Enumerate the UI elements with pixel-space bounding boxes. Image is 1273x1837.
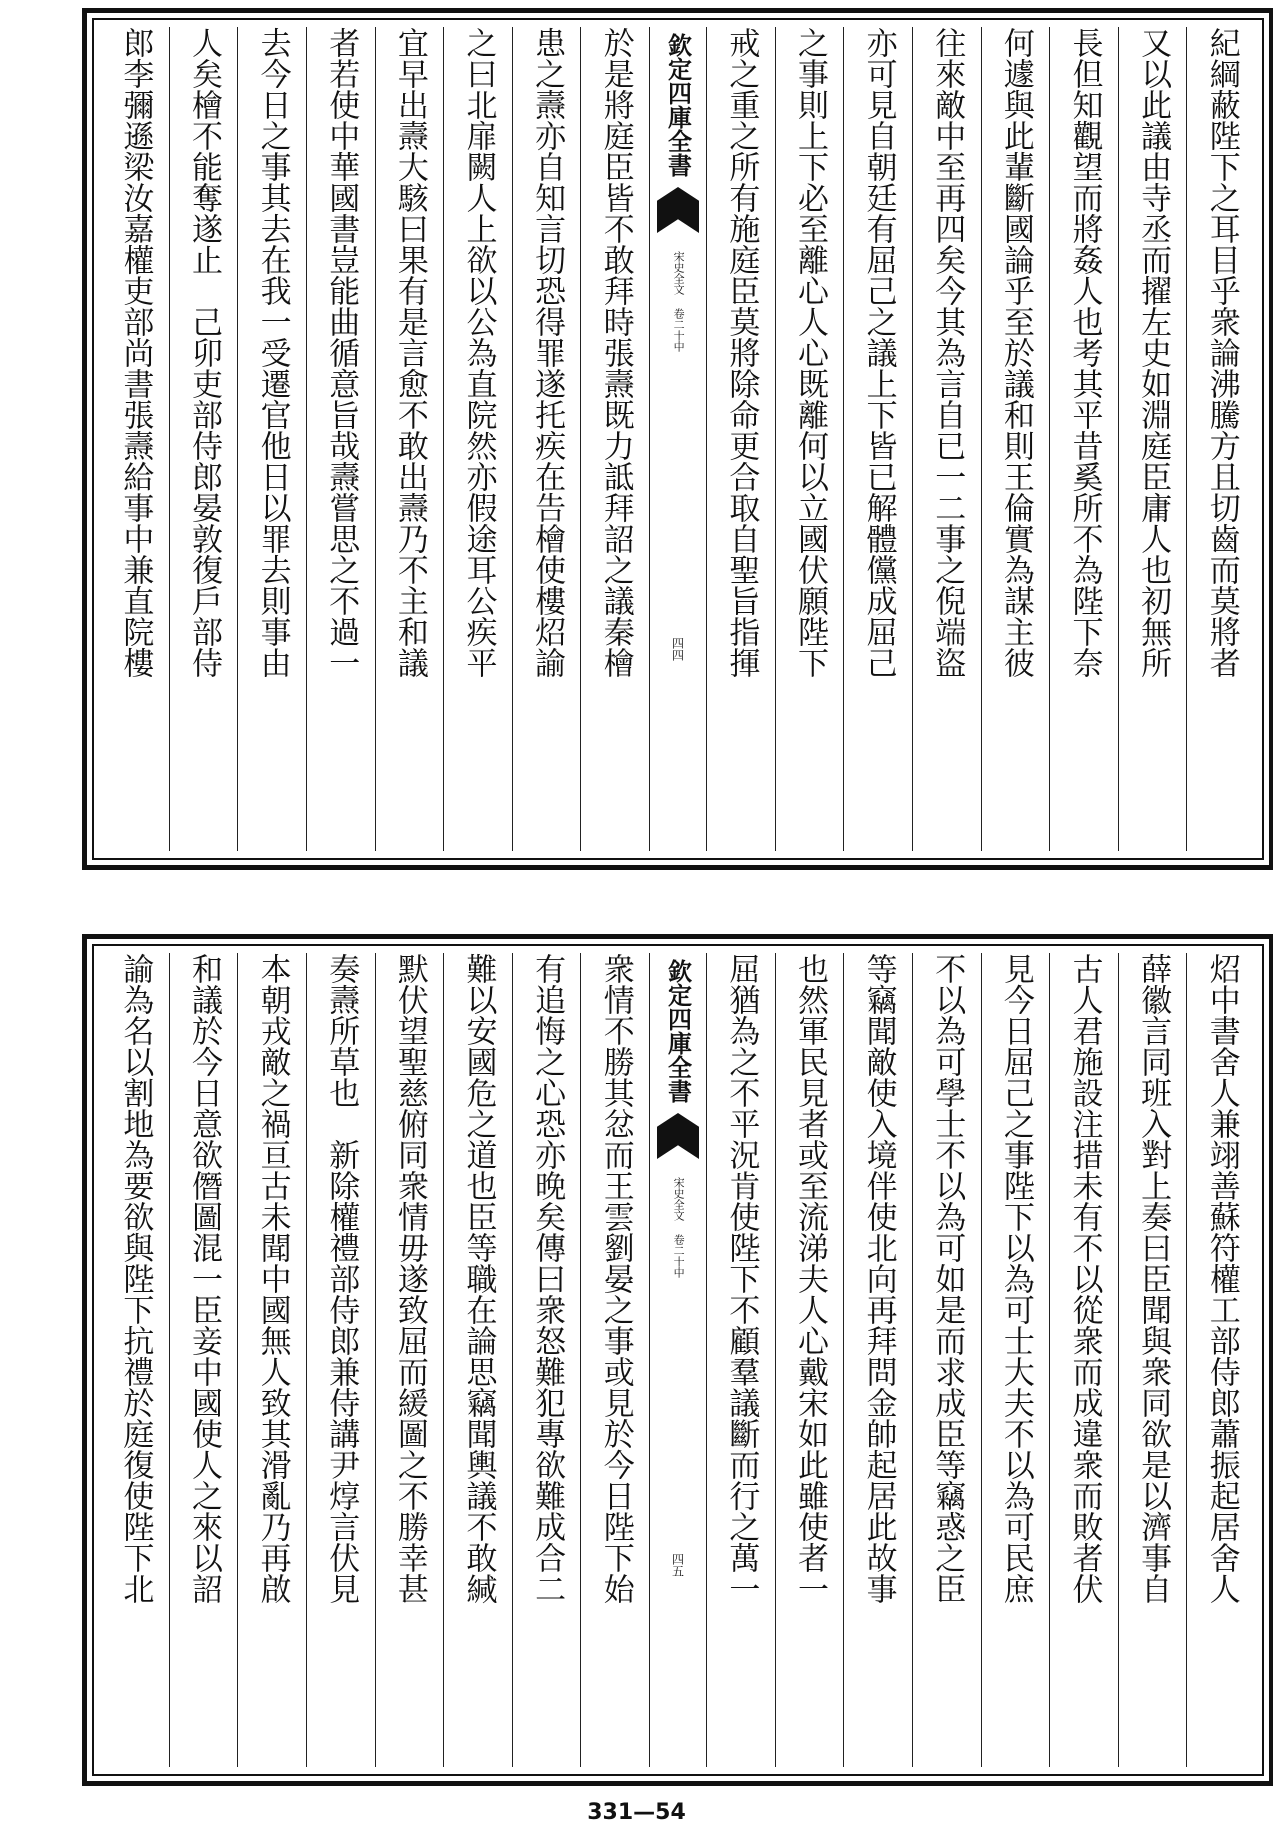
text-column: 宜早出燾大駭曰果有是言愈不敢出燾乃不主和議: [375, 27, 444, 851]
text-column: 何遽與此輩斷國論乎至於議和則王倫實為謀主彼: [981, 27, 1050, 851]
center-gutter: [649, 27, 706, 851]
volume-info: 宋史全文 卷二十中: [672, 251, 686, 352]
leaf-number: 四四: [670, 637, 685, 661]
text-column: 郎李彌遜梁汝嘉權吏部尚書張燾給事中兼直院樓: [117, 27, 154, 678]
text-column: 諭為名以割地為要欲與陛下抗禮於庭復使陛下北: [117, 953, 154, 1604]
text-column: 戒之重之所有施庭臣莫將除命更合取自聖旨指揮: [706, 27, 775, 851]
text-column: 去今日之事其去在我一受遷官他日以罪去則事由: [237, 27, 306, 851]
text-column: 者若使中華國書豈能曲循意旨哉燾嘗思之不過一: [306, 27, 375, 851]
text-column: 炤中書舍人兼翊善蘇符權工部侍郎蕭振起居舍人: [1186, 953, 1255, 1767]
fish-tail-ornament-icon: [657, 1113, 699, 1159]
leaf-number: 四五: [670, 1553, 685, 1577]
fish-tail-ornament-icon: [657, 187, 699, 233]
text-column: 長但知觀望而將姦人也考其平昔奚所不為陛下奈: [1049, 27, 1118, 851]
text-column: 患之燾亦自知言切恐得罪遂托疾在告檜使樓炤諭: [512, 27, 581, 851]
top-page-columns: [101, 27, 1255, 851]
text-column: 之事則上下必至離心人心既離何以立國伏願陛下: [775, 27, 844, 851]
text-column: 奏燾所草也 新除權禮部侍郎兼侍講尹焞言伏見: [306, 953, 375, 1767]
text-column: 亦可見自朝廷有屈己之議上下皆已解體儻成屈己: [843, 27, 912, 851]
bottom-page-columns: [101, 953, 1255, 1767]
text-column: 又以此議由寺丞而擢左史如淵庭臣庸人也初無所: [1118, 27, 1187, 851]
book-title: 欽定四庫全書: [663, 959, 693, 1103]
text-column: 薛徽言同班入對上奏曰臣聞與衆同欲是以濟事自: [1118, 953, 1187, 1767]
volume-info: 宋史全文 卷二十中: [672, 1177, 686, 1278]
text-column: 本朝戎敵之禍亘古未聞中國無人致其滑亂乃再啟: [237, 953, 306, 1767]
text-column: 和議於今日意欲僭圖混一臣妾中國使人之來以詔: [169, 953, 238, 1767]
page-number: 331—54: [587, 1800, 686, 1825]
text-column: 於是將庭臣皆不敢拜時張燾既力詆拜詔之議秦檜: [580, 27, 649, 851]
text-column: 屈猶為之不平況肯使陛下不顧羣議斷而行之萬一: [706, 953, 775, 1767]
bottom-page-panel: [82, 934, 1273, 1786]
text-column: 有追悔之心恐亦晚矣傳曰衆怒難犯專欲難成合二: [512, 953, 581, 1767]
text-column: 難以安國危之道也臣等職在論思竊聞輿議不敢緘: [443, 953, 512, 1767]
text-column: 衆情不勝其忿而王雲劉晏之事或見於今日陛下始: [580, 953, 649, 1767]
text-column: 人矣檜不能奪遂止 己卯吏部侍郎晏敦復戶部侍: [169, 27, 238, 851]
text-column: 見今日屈己之事陛下以為可士大夫不以為可民庶: [981, 953, 1050, 1767]
text-column: 古人君施設注措未有不以從衆而成違衆而敗者伏: [1049, 953, 1118, 1767]
center-gutter: [649, 953, 706, 1767]
top-page-panel: [82, 8, 1273, 870]
text-column: 紀綱蔽陛下之耳目乎衆論沸騰方且切齒而莫將者: [1186, 27, 1255, 851]
book-title: 欽定四庫全書: [663, 33, 693, 177]
text-column: 等竊聞敵使入境伴使北向再拜問金帥起居此故事: [843, 953, 912, 1767]
text-column: 不以為可學士不以為可如是而求成臣等竊惑之臣: [912, 953, 981, 1767]
text-column: 也然軍民見者或至流涕夫人心戴宋如此雖使者一: [775, 953, 844, 1767]
text-column: 往來敵中至再四矣今其為言自已一二事之倪端盜: [912, 27, 981, 851]
text-column: 默伏望聖慈俯同衆情毋遂致屈而緩圖之不勝幸甚: [375, 953, 444, 1767]
text-column: 之曰北扉闕人上欲以公為直院然亦假途耳公疾平: [443, 27, 512, 851]
